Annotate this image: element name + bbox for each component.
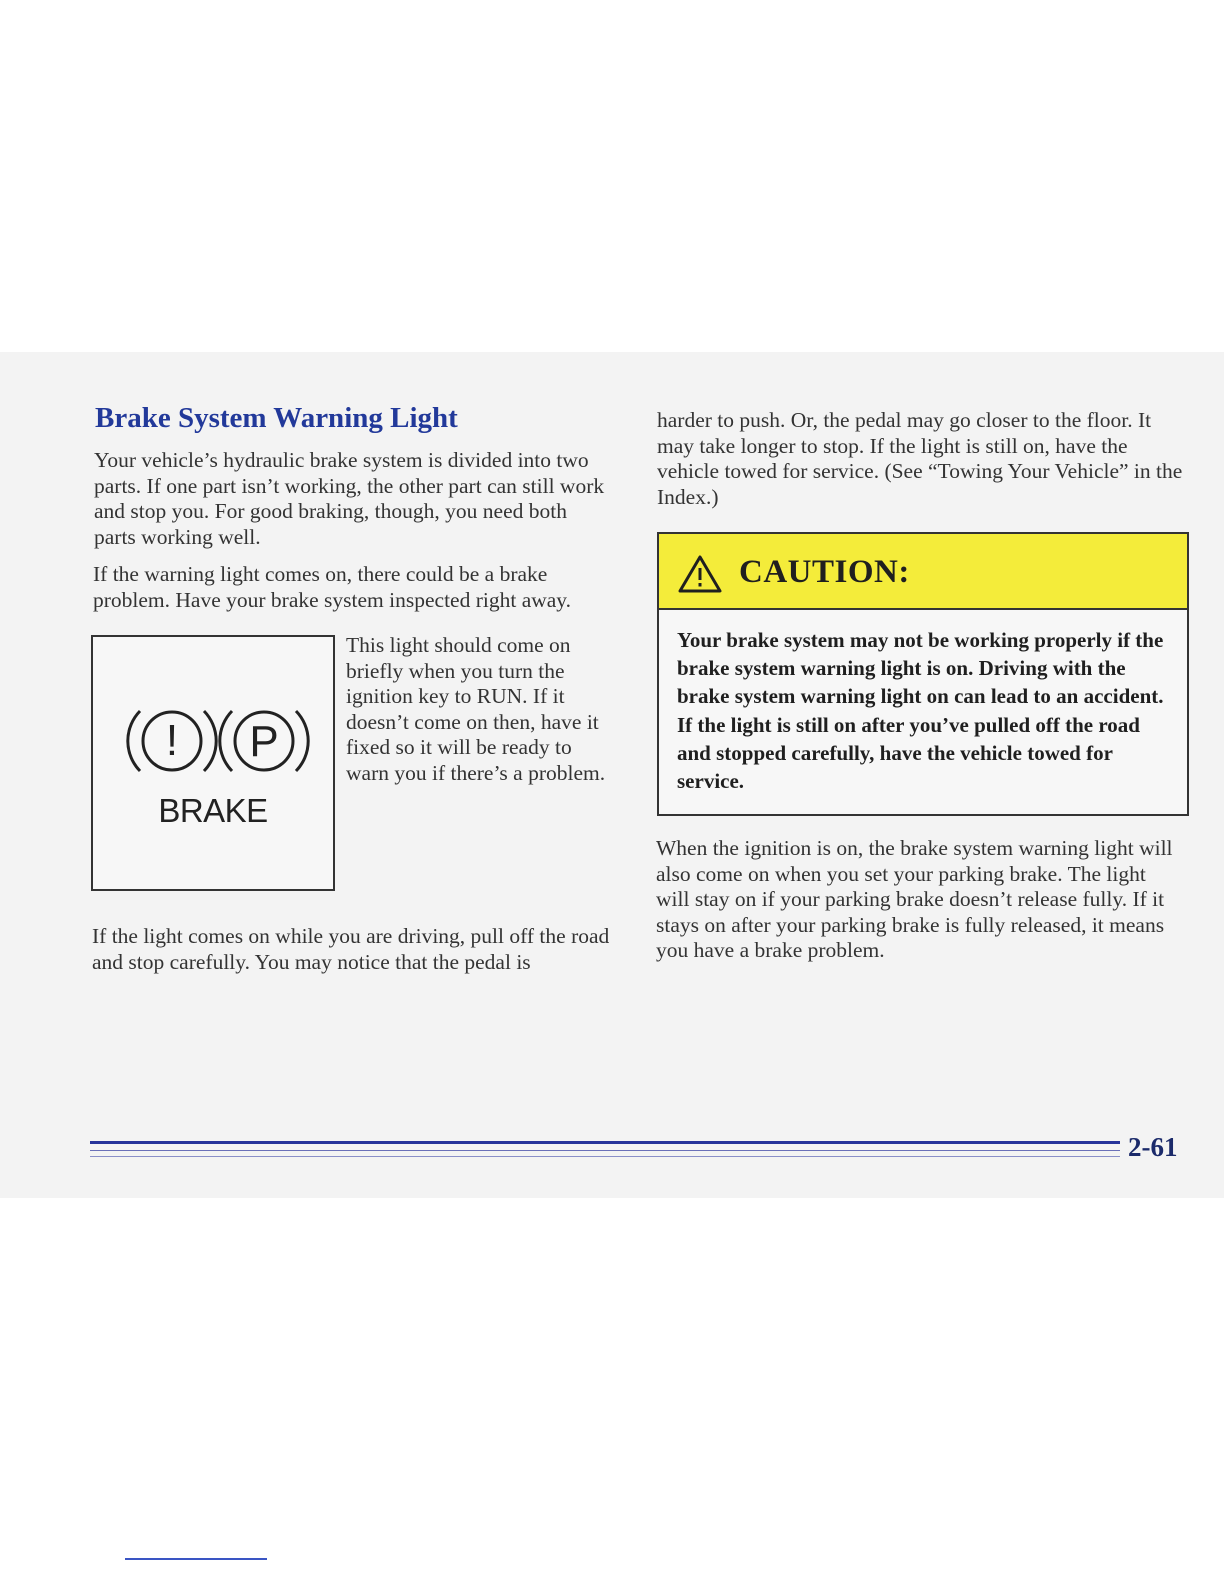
parking-brake-paragraph: When the ignition is on, the brake system warning light will also come on when you set your parking brake. The light will stay on if your parking brake doesn’t release fully. If it stays on after your parking brake is fully released, it means you have a brake problem. (656, 836, 1173, 963)
warning-triangle-icon (677, 554, 723, 594)
caution-title: CAUTION: (739, 554, 910, 590)
exclamation-mark: ! (165, 716, 179, 765)
caution-box (657, 532, 1189, 816)
section-heading: Brake System Warning Light (95, 402, 458, 434)
driving-paragraph: If the light comes on while you are driving, pull off the road and stop carefully. You may notice that the pedal is (92, 924, 610, 974)
brake-symbol-figure (91, 635, 335, 891)
continued-paragraph: harder to push. Or, the pedal may go closer to the floor. It may take longer to stop. If the light is still on, have the vehicle towed for service. (See “Towing Your Vehicle” in the Index.) (657, 408, 1183, 509)
footer-rule-thin (90, 1156, 1120, 1157)
caution-text: Your brake system may not be working properly if the brake system warning light is on. Driving with the brake system warning light on can lead to an accident. If the light is still on after you’ve pulled off the road and stopped carefully, have the vehicle towed for service. (677, 628, 1164, 794)
page-number: 2-61 (1128, 1132, 1178, 1162)
footer-rule-thin (90, 1150, 1120, 1151)
warning-paragraph: If the warning light comes on, there could be a brake problem. Have your brake system inspected right away. (93, 562, 572, 612)
brake-warning-symbol-icon (93, 637, 333, 797)
intro-paragraph: Your vehicle’s hydraulic brake system is divided into two parts. If one part isn’t working, the other part can still work and stop you. For good braking, though, you need both parts working well. (94, 448, 605, 549)
caution-header (659, 534, 1187, 610)
brake-label: BRAKE (158, 792, 268, 829)
footer-rule-thick (90, 1141, 1120, 1144)
parking-p-letter: P (249, 717, 279, 766)
symbol-description-paragraph: This light should come on briefly when you turn the ignition key to RUN. If it doesn’t come on then, have it fixed so it will be ready to warn you if there’s a problem. (346, 633, 606, 785)
bottom-underline (125, 1558, 267, 1560)
